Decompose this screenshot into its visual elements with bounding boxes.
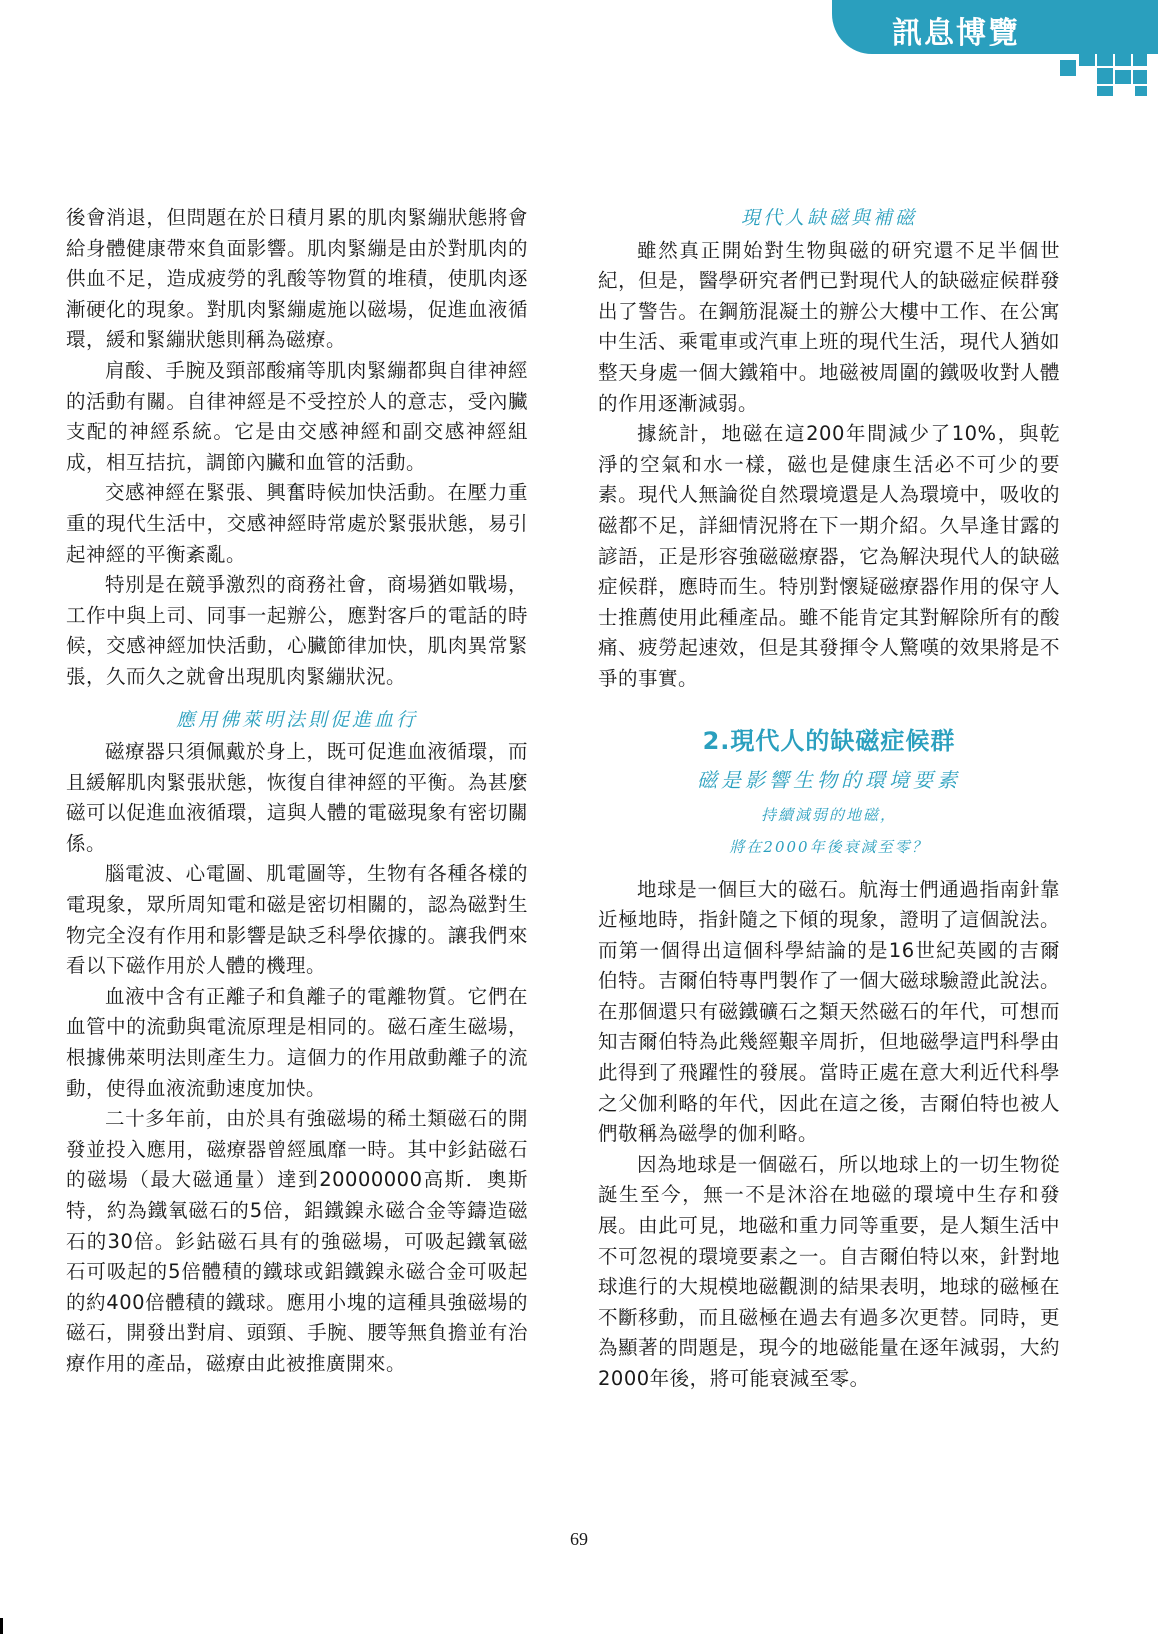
paragraph: 血液中含有正離子和負離子的電離物質。它們在血管中的流動與電流原理是相同的。磁石產生磁場，根據佛萊明法則產生力。這個力的作用啟動離子的流動，使得血液流動速度加快。 bbox=[66, 984, 528, 1100]
paragraph: 雖然真正開始對生物與磁的研究還不足半個世紀，但是，醫學研究者們已對現代人的缺磁症候群發出了警告。在鋼筋混凝土的辦公大樓中工作、在公寓中生活、乘電車或汽車上班的現代生活，現代人猶如整天身處一個大鐵箱中。地磁被周圍的鐵吸收對人體的作用逐漸減弱。 bbox=[598, 238, 1060, 415]
caption-line: 將在2000年後衰減至零？ bbox=[729, 837, 929, 856]
subheading-fleming: 應用佛萊明法則促進血行 bbox=[175, 708, 418, 731]
section-heading: 2.現代人的缺磁症候群 bbox=[702, 726, 956, 755]
decor-square bbox=[1097, 68, 1113, 84]
paragraph: 二十多年前，由於具有強磁場的稀土類磁石的開發並投入應用，磁療器曾經風靡一時。其中釤鈷磁石的磁場（最大磁通量）達到20000000高斯．奧斯特，約為鐵氧磁石的5倍，鋁鐵鎳永磁合金等鑄造磁石的30倍。釤鈷磁石具有的強磁場，可吸起鐵氧磁石可吸起的5倍體積的鐵球或鋁鐵鎳永磁合金可吸起的約400倍體積的鐵球。應用小塊的這種具強磁場的磁石，開發出對肩、頭頸、手腕、腰等無負擔並有治療作用的產品，磁療由此被推廣開來。 bbox=[66, 1107, 528, 1375]
paragraph: 磁療器只須佩戴於身上，既可促進血液循環，而且緩解肌肉緊張狀態，恢復自律神經的平衡。為甚麼磁可以促進血液循環，這與人體的電磁現象有密切關係。 bbox=[66, 740, 528, 855]
paragraph: 特別是在競爭激烈的商務社會，商場猶如戰場，工作中與上司、同事一起辦公，應對客戶的電話的時候，交感神經加快活動，心臟節律加快，肌肉異常緊張，久而久之就會出現肌肉緊繃狀況。 bbox=[66, 573, 528, 688]
decor-square bbox=[1060, 60, 1076, 76]
subheading-magnetic-deficiency: 現代人缺磁與補磁 bbox=[740, 207, 917, 229]
paragraph: 地球是一個巨大的磁石。航海士們通過指南針靠近極地時，指針隨之下傾的現象，證明了這個說法。而第一個得出這個科學結論的是16世紀英國的吉爾伯特。吉爾伯特專門製作了一個大磁球驗證此說法。在那個還只有磁鐵礦石之類天然磁石的年代，可想而知吉爾伯特為此幾經艱辛周折，但地磁學這門科學由此得到了飛躍性的發展。當時正處在意大利近代科學之父伽利略的年代，因此在這之後，吉爾伯特也被人們敬稱為磁學的伽利略。 bbox=[598, 877, 1060, 1146]
decor-square bbox=[1097, 86, 1113, 96]
decor-square bbox=[1079, 52, 1095, 66]
left-column bbox=[66, 203, 528, 1380]
section-title: 訊息博覽 bbox=[892, 16, 1020, 51]
paragraph: 據統計，地磁在這200年間減少了10%，與乾淨的空氣和水一樣，磁也是健康生活必不可少的要素。現代人無論從自然環境還是人為環境中，吸收的磁都不足，詳細情況將在下一期介紹。久旱逢甘露的諺語，正是形容強磁磁療器，它為解決現代人的缺磁症候群，應時而生。特別對懷疑磁療器作用的保守人士推薦使用此種產品。雖不能肯定其對解除所有的酸痛、疲勞起速效，但是其發揮令人驚嘆的效果將是不爭的事實。 bbox=[598, 422, 1060, 690]
page-number: 69 bbox=[570, 1529, 588, 1549]
paragraph: 腦電波、心電圖、肌電圖等，生物有各種各樣的電現象，眾所周知電和磁是密切相關的，認為磁對生物完全沒有作用和影響是缺乏科學依據的。讓我們來看以下磁作用於人體的機理。 bbox=[66, 862, 528, 978]
subheading-environment: 磁是影響生物的環境要素 bbox=[697, 767, 961, 792]
scan-edge-mark bbox=[0, 1618, 3, 1634]
paragraph: 交感神經在緊張、興奮時候加快活動。在壓力重重的現代生活中，交感神經時常處於緊張狀態，易引起神經的平衡紊亂。 bbox=[66, 481, 528, 566]
paragraph: 因為地球是一個磁石，所以地球上的一切生物從誕生至今，無一不是沐浴在地磁的環境中生存和發展。由此可見，地磁和重力同等重要，是人類生活中不可忽視的環境要素之一。自吉爾伯特以來，針對地球進行的大規模地磁觀測的結果表明，地球的磁極在不斷移動，而且磁極在過去有過多次更替。同時，更為顯著的問題是，現今的地磁能量在逐年減弱，大約2000年後，將可能衰減至零。 bbox=[598, 1152, 1060, 1390]
decor-square bbox=[1115, 52, 1131, 66]
decor-square bbox=[1133, 70, 1147, 84]
paragraph: 肩酸、手腕及頸部酸痛等肌肉緊繃都與自律神經的活動有關。自律神經是不受控於人的意志，受內臟支配的神經系統。它是由交感神經和副交感神經組成，相互拮抗，調節內臟和血管的活動。 bbox=[66, 358, 528, 474]
decor-square bbox=[1135, 86, 1147, 96]
decor-square bbox=[1133, 52, 1147, 66]
right-column bbox=[598, 203, 1060, 1395]
decor-square bbox=[1115, 70, 1131, 84]
paragraph: 後會消退，但問題在於日積月累的肌肉緊繃狀態將會給身體健康帶來負面影響。肌肉緊繃是由於對肌肉的供血不足，造成疲勞的乳酸等物質的堆積，使肌肉逐漸硬化的現象。對肌肉緊繃處施以磁場，促進血液循環，緩和緊繃狀態則稱為磁療。 bbox=[66, 206, 528, 352]
section-banner bbox=[832, 0, 1158, 54]
caption-line: 持續減弱的地磁， bbox=[760, 805, 897, 824]
decor-square bbox=[1097, 52, 1113, 66]
